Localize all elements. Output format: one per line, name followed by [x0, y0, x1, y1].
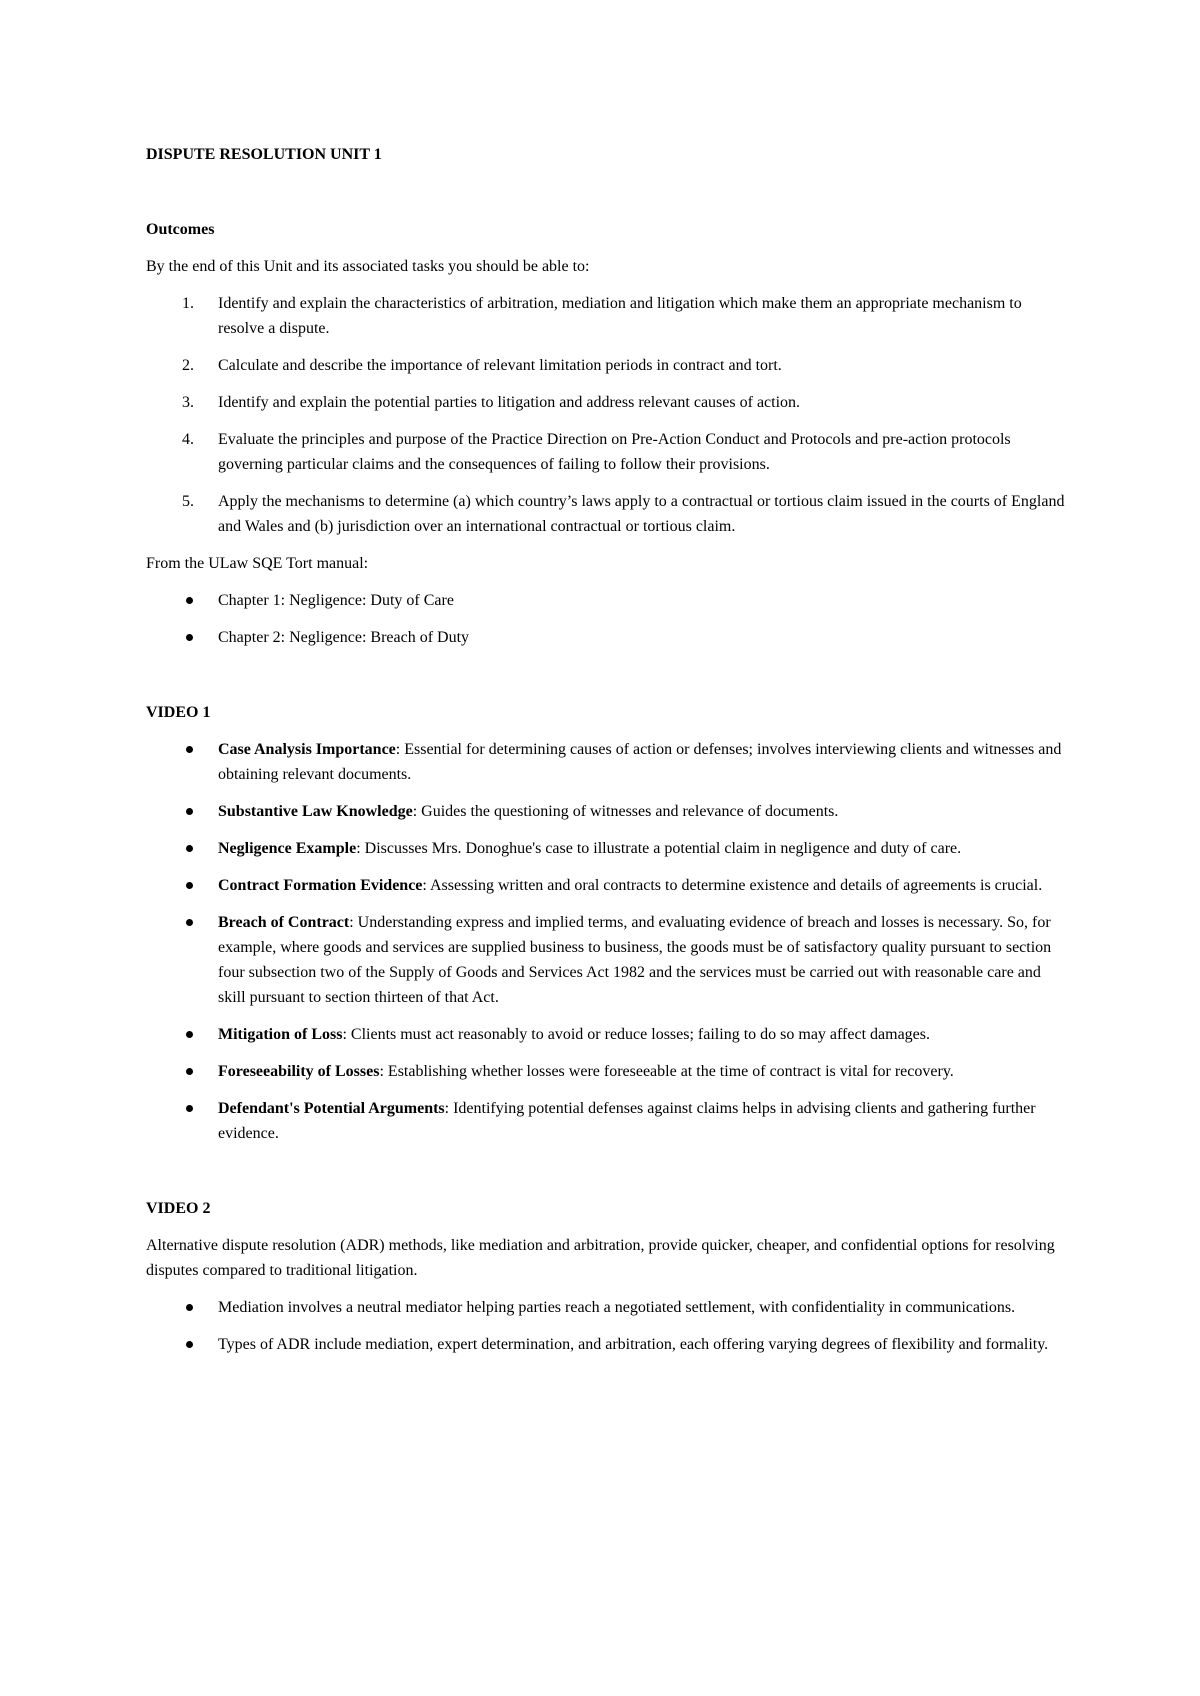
document-title: DISPUTE RESOLUTION UNIT 1	[146, 146, 382, 163]
bullet-icon	[186, 808, 193, 815]
video1-list	[146, 737, 1066, 1146]
manual-item	[146, 588, 1066, 613]
video1-item-term: Substantive Law Knowledge	[218, 803, 413, 820]
video2-heading: VIDEO 2	[146, 1200, 211, 1217]
outcome-text: Apply the mechanisms to determine (a) which country’s laws apply to a contractual or tortious claim issued in the courts of England and Wales and (b) jurisdiction over an international contractual or tortious claim.	[218, 493, 1065, 535]
outcomes-list	[146, 291, 1066, 539]
video1-item-term: Negligence Example	[218, 840, 357, 857]
outcome-item	[146, 390, 1066, 415]
video1-item-term: Defendant's Potential Arguments	[218, 1100, 445, 1117]
video1-item-text: : Identifying potential defenses against claims helps in advising clients and gathering further evidence.	[218, 1100, 1036, 1142]
video1-item-term: Mitigation of Loss	[218, 1026, 343, 1043]
manual-item-text: Chapter 2: Negligence: Breach of Duty	[218, 629, 470, 646]
video1-item-text: : Establishing whether losses were foreseeable at the time of contract is vital for recovery.	[379, 1063, 954, 1080]
bullet-icon	[186, 1105, 193, 1112]
outcome-text: Identify and explain the potential parties to litigation and address relevant causes of action.	[218, 394, 801, 411]
video2-item	[146, 1332, 1066, 1357]
video1-item	[146, 910, 1066, 1010]
outcome-number: 5.	[182, 493, 194, 510]
video2-item-text: Mediation involves a neutral mediator helping parties reach a negotiated settlement, with confidentiality in communications.	[218, 1299, 1016, 1316]
video1-item-text: : Assessing written and oral contracts to determine existence and details of agreements is crucial.	[422, 877, 1043, 894]
video1-item-text: : Guides the questioning of witnesses and relevance of documents.	[412, 803, 839, 820]
outcome-item	[146, 427, 1066, 477]
outcome-item	[146, 353, 1066, 378]
video1-item-term: Case Analysis Importance	[218, 741, 396, 758]
manual-intro: From the ULaw SQE Tort manual:	[146, 555, 369, 572]
video1-heading: VIDEO 1	[146, 704, 211, 721]
bullet-icon	[186, 845, 193, 852]
outcome-item	[146, 291, 1066, 341]
outcome-number: 3.	[182, 394, 194, 411]
video1-item-term: Breach of Contract	[218, 914, 350, 931]
bullet-icon	[186, 1304, 193, 1311]
bullet-icon	[186, 746, 193, 753]
outcome-item	[146, 489, 1066, 539]
video1-item	[146, 1022, 1066, 1047]
outcomes-intro: By the end of this Unit and its associated tasks you should be able to:	[146, 258, 590, 275]
video1-item	[146, 799, 1066, 824]
video1-item-text: : Clients must act reasonably to avoid or reduce losses; failing to do so may affect damages.	[342, 1026, 931, 1043]
video1-item	[146, 836, 1066, 861]
manual-item-text: Chapter 1: Negligence: Duty of Care	[218, 592, 454, 609]
outcome-number: 1.	[182, 295, 194, 312]
video1-item	[146, 1096, 1066, 1146]
bullet-icon	[186, 1341, 193, 1348]
video1-item-text: : Understanding express and implied terms, and evaluating evidence of breach and losses is necessary. So, for example, where goods and services are supplied business to business, the goods must be of satisfactory quality pursuant to section four subsection two of the Supply of Goods and Services Act 1982 and the services must be carried out with reasonable care and skill pursuant to section thirteen of that Act.	[218, 914, 1052, 1006]
bullet-icon	[186, 882, 193, 889]
video2-item	[146, 1295, 1066, 1320]
bullet-icon	[186, 919, 193, 926]
outcome-text: Calculate and describe the importance of relevant limitation periods in contract and tort.	[218, 357, 782, 374]
video1-item	[146, 737, 1066, 787]
bullet-icon	[186, 597, 193, 604]
video1-item	[146, 1059, 1066, 1084]
video1-item-term: Foreseeability of Losses	[218, 1063, 380, 1080]
video2-item-text: Types of ADR include mediation, expert determination, and arbitration, each offering varying degrees of flexibility and formality.	[218, 1336, 1049, 1353]
video1-item-term: Contract Formation Evidence	[218, 877, 423, 894]
video1-item	[146, 873, 1066, 898]
video1-item-text: : Essential for determining causes of action or defenses; involves interviewing clients and witnesses and obtaining relevant documents.	[218, 741, 1062, 783]
bullet-icon	[186, 634, 193, 641]
bullet-icon	[186, 1068, 193, 1075]
manual-item	[146, 625, 1066, 650]
outcome-number: 4.	[182, 431, 194, 448]
outcome-number: 2.	[182, 357, 194, 374]
document-page	[146, 142, 1066, 1357]
video2-list	[146, 1295, 1066, 1357]
manual-list	[146, 588, 1066, 650]
outcomes-heading: Outcomes	[146, 221, 215, 238]
video2-intro: Alternative dispute resolution (ADR) methods, like mediation and arbitration, provide quicker, cheaper, and confidential options for resolving disputes compared to traditional litigation.	[146, 1237, 1055, 1279]
outcome-text: Evaluate the principles and purpose of the Practice Direction on Pre-Action Conduct and Protocols and pre-action protocols governing particular claims and the consequences of failing to follow their provisions.	[218, 431, 1011, 473]
outcome-text: Identify and explain the characteristics of arbitration, mediation and litigation which make them an appropriate mechanism to resolve a dispute.	[218, 295, 1022, 337]
video1-item-text: : Discusses Mrs. Donoghue's case to illustrate a potential claim in negligence and duty of care.	[356, 840, 962, 857]
bullet-icon	[186, 1031, 193, 1038]
